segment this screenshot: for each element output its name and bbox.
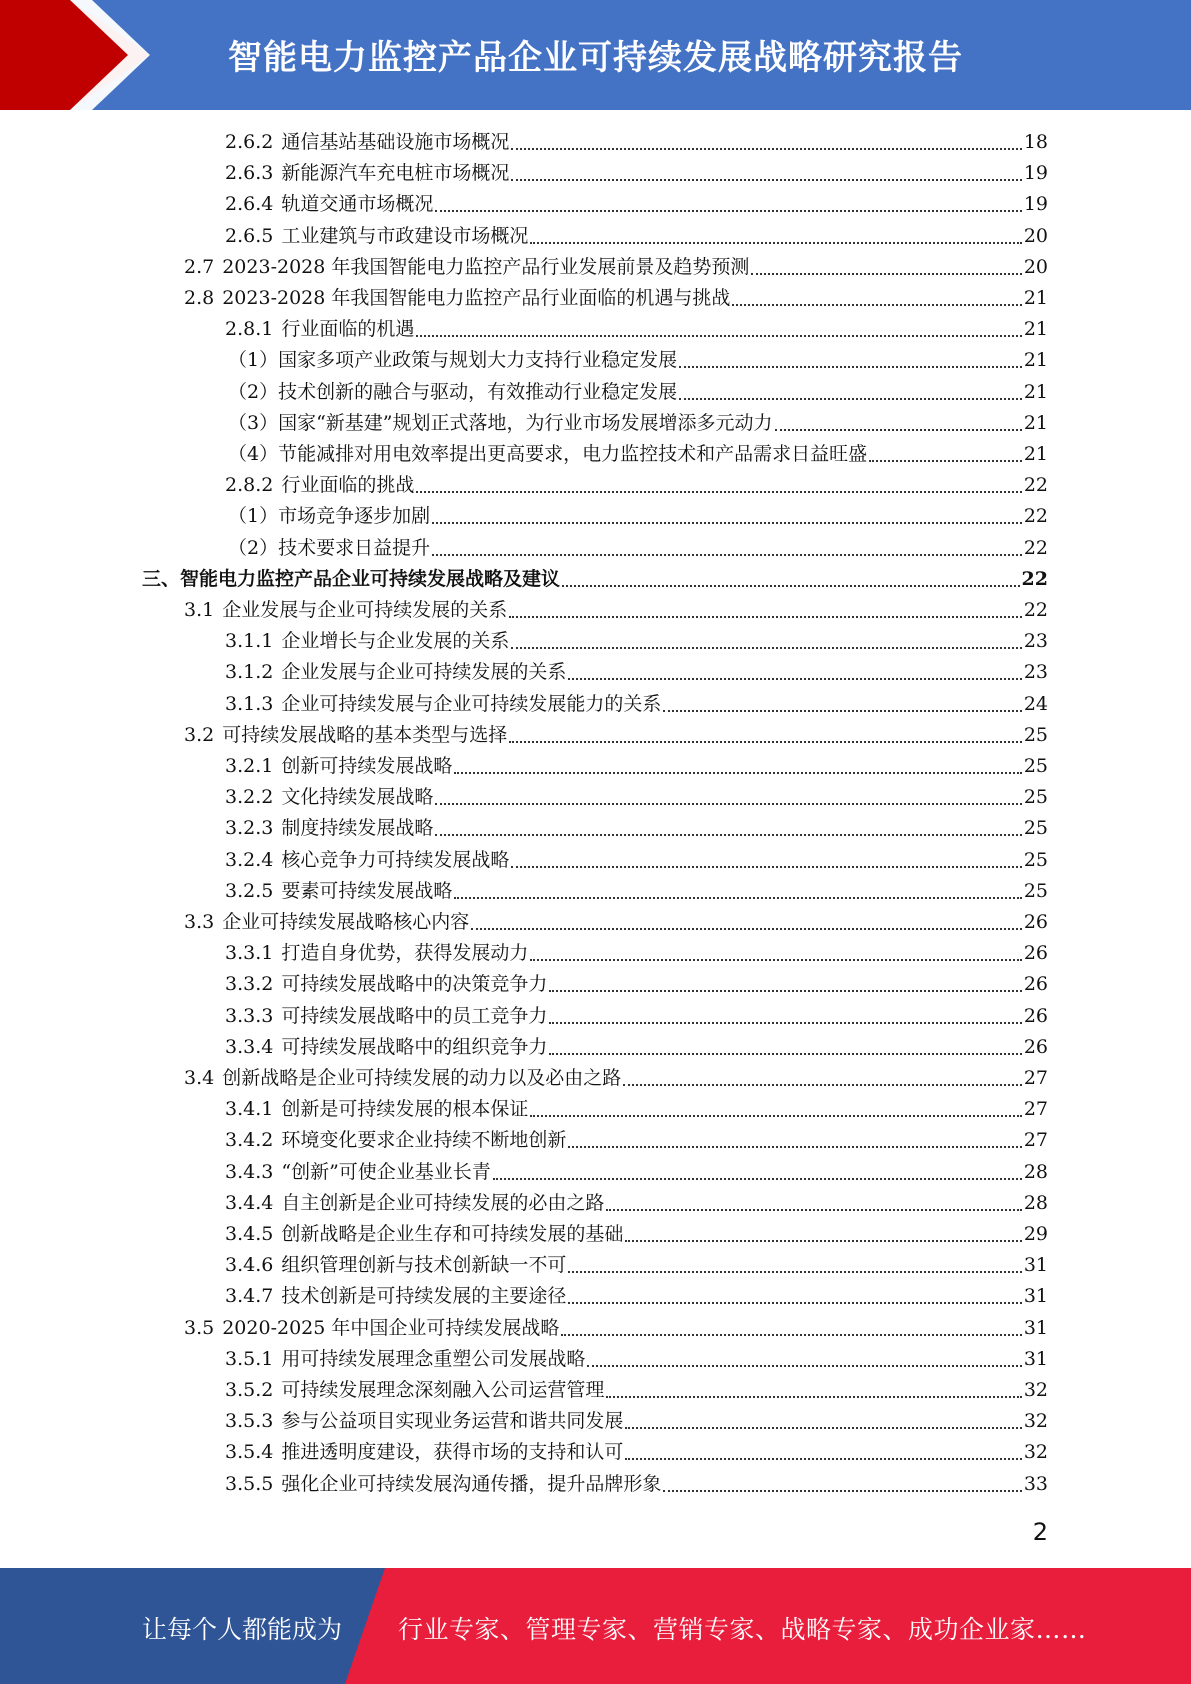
toc-leader-dots	[561, 1334, 1021, 1336]
toc-entry-title: 创新是可持续发展的根本保证	[281, 1098, 529, 1121]
toc-entry-page: 26	[1023, 911, 1048, 933]
toc-entry[interactable]	[225, 470, 1048, 501]
report-title: 智能电力监控产品企业可持续发展战略研究报告	[228, 38, 963, 78]
toc-entry-page: 27	[1023, 1098, 1048, 1121]
toc-entry-number: 3.4.3	[225, 1160, 274, 1183]
toc-entry-page: 22	[1023, 599, 1048, 621]
toc-entry-number: 3.3.4	[225, 1035, 274, 1058]
toc-entry-page: 21	[1023, 380, 1048, 403]
toc-entry-page: 28	[1023, 1191, 1048, 1214]
toc-entry-title: 企业增长与企业发展的关系	[281, 630, 510, 653]
toc-entry-number: 3.3.2	[225, 973, 274, 996]
toc-entry-title: 企业可持续发展与企业可持续发展能力的关系	[281, 692, 662, 715]
toc-entry-number: 3.3.3	[225, 1004, 274, 1027]
toc-leader-dots	[625, 1427, 1021, 1429]
toc-leader-dots	[549, 1053, 1021, 1055]
toc-entry[interactable]	[225, 782, 1048, 813]
toc-entry[interactable]	[184, 252, 1048, 283]
toc-entry-title: 技术创新是可持续发展的主要途径	[281, 1285, 567, 1308]
toc-entry-page: 26	[1023, 942, 1048, 965]
toc-entry-page: 21	[1023, 318, 1048, 341]
toc-leader-dots	[623, 1084, 1022, 1086]
toc-entry[interactable]	[225, 221, 1048, 252]
toc-entry-number: 3.4.5	[225, 1223, 274, 1245]
toc-entry-title: 创新战略是企业可持续发展的动力以及必由之路	[222, 1067, 622, 1089]
toc-entry-number: （2）	[228, 380, 279, 403]
toc-leader-dots	[454, 772, 1021, 774]
toc-entry-number: （1）	[228, 349, 279, 372]
toc-leader-dots	[679, 366, 1022, 368]
toc-entry-page: 27	[1023, 1129, 1048, 1152]
toc-entry-title: 企业发展与企业可持续发展的关系	[281, 661, 567, 684]
toc-entry[interactable]	[228, 408, 1048, 439]
toc-entry-number: 2.8.1	[225, 318, 274, 341]
toc-entry-page: 25	[1023, 723, 1048, 746]
toc-entry-title: 2023-2028 年我国智能电力监控产品行业面临的机遇与挑战	[222, 287, 731, 309]
toc-leader-dots	[775, 429, 1022, 431]
toc-entry-number: 3.2	[184, 723, 215, 746]
toc-entry-number: 3.4.1	[225, 1098, 274, 1121]
toc-entry-title: 2020-2025 年中国企业可持续发展战略	[222, 1316, 560, 1339]
toc-leader-dots	[606, 1396, 1021, 1398]
toc-entry[interactable]	[225, 1469, 1048, 1500]
toc-entry-page: 20	[1023, 255, 1048, 278]
toc-entry[interactable]	[184, 720, 1048, 751]
toc-leader-dots	[511, 179, 1021, 181]
toc-entry[interactable]	[184, 595, 1048, 626]
toc-entry-number: （2）	[228, 536, 279, 559]
toc-entry-number: 3.4.2	[225, 1129, 274, 1152]
footer-slogan-left: 让每个人都能成为	[142, 1615, 343, 1644]
toc-entry[interactable]	[225, 626, 1048, 657]
toc-entry[interactable]	[225, 657, 1048, 688]
toc-entry-title: 要素可持续发展战略	[281, 879, 453, 902]
toc-entry-number: 3.5.3	[225, 1410, 274, 1433]
toc-entry-title: 可持续发展战略中的决策竞争力	[281, 973, 548, 996]
toc-entry-number: （3）	[228, 411, 279, 434]
toc-entry[interactable]	[225, 1188, 1048, 1219]
toc-entry-title: 文化持续发展战略	[281, 786, 434, 809]
page-number: 2	[1032, 1518, 1048, 1546]
toc-entry-number: 2.6.2	[225, 131, 274, 153]
toc-entry-page: 21	[1023, 349, 1048, 372]
toc-entry-title: “创新”可使企业基业长青	[281, 1160, 491, 1183]
toc-leader-dots	[432, 522, 1022, 524]
toc-entry-number: 3.4.7	[225, 1285, 274, 1308]
toc-entry-page: 22	[1023, 505, 1048, 528]
toc-entry[interactable]	[225, 1157, 1048, 1188]
toc-entry-page: 32	[1023, 1410, 1048, 1433]
toc-leader-dots	[435, 210, 1021, 212]
toc-entry-number: 3.2.5	[225, 879, 274, 902]
toc-entry-title: 可持续发展理念深刻融入公司运营管理	[281, 1379, 605, 1401]
toc-entry-title: 企业发展与企业可持续发展的关系	[222, 599, 508, 621]
toc-entry-number: （4）	[228, 443, 279, 465]
toc-entry-title: 技术创新的融合与驱动，有效推动行业稳定发展	[278, 380, 678, 403]
toc-leader-dots	[625, 1240, 1021, 1242]
toc-entry-page: 27	[1023, 1067, 1048, 1089]
toc-leader-dots	[562, 585, 1020, 587]
toc-entry-page: 31	[1023, 1347, 1048, 1370]
toc-entry-title: 智能电力监控产品企业可持续发展战略及建议	[180, 567, 561, 590]
toc-entry-number: 3.2.3	[225, 817, 274, 840]
toc-entry-title: 技术要求日益提升	[278, 536, 431, 559]
toc-leader-dots	[471, 928, 1022, 930]
toc-entry-number: 3.5.2	[225, 1379, 274, 1401]
toc-entry-page: 19	[1023, 193, 1048, 216]
toc-entry-page: 25	[1023, 786, 1048, 809]
toc-entry-number: 3.4.4	[225, 1191, 274, 1214]
toc-entry[interactable]	[225, 1281, 1048, 1312]
toc-entry[interactable]	[225, 1032, 1048, 1063]
toc-entry-number: 3.5.1	[225, 1347, 274, 1370]
toc-leader-dots	[435, 834, 1021, 836]
toc-entry-number: 2.7	[184, 255, 215, 278]
toc-leader-dots	[606, 1209, 1021, 1211]
toc-entry-number: 2.8.2	[225, 474, 274, 497]
toc-entry-title: 市场竞争逐步加剧	[278, 505, 431, 528]
toc-entry-title: 强化企业可持续发展沟通传播，提升品牌形象	[281, 1472, 662, 1495]
toc-entry[interactable]	[225, 314, 1048, 345]
toc-entry[interactable]	[184, 1313, 1048, 1344]
toc-entry-title: 国家多项产业政策与规划大力支持行业稳定发展	[278, 349, 678, 372]
toc-entry-number: 3.5.4	[225, 1441, 274, 1464]
toc-leader-dots	[549, 990, 1021, 992]
toc-entry-title: 行业面临的挑战	[281, 474, 415, 497]
page-header	[0, 0, 1191, 110]
toc-leader-dots	[511, 148, 1021, 150]
toc-leader-dots	[679, 398, 1022, 400]
toc-entry-page: 33	[1023, 1472, 1048, 1495]
toc-entry-title: 参与公益项目实现业务运营和谐共同发展	[281, 1410, 624, 1433]
toc-entry[interactable]	[225, 751, 1048, 782]
toc-entry-page: 26	[1023, 1035, 1048, 1058]
toc-leader-dots	[751, 273, 1021, 275]
toc-leader-dots	[530, 959, 1021, 961]
toc-entry-number: 3.2.2	[225, 786, 274, 809]
toc-entry[interactable]	[184, 283, 1048, 314]
toc-entry-title: 可持续发展战略中的员工竞争力	[281, 1004, 548, 1027]
toc-entry-title: 创新战略是企业生存和可持续发展的基础	[281, 1223, 624, 1245]
toc-entry[interactable]	[184, 907, 1048, 938]
toc-entry[interactable]	[225, 845, 1048, 876]
toc-entry-title: 行业面临的机遇	[281, 318, 415, 341]
footer-slogan-right: 行业专家、管理专家、营销专家、战略专家、成功企业家……	[398, 1615, 1087, 1644]
toc-leader-dots	[549, 1022, 1021, 1024]
toc-leader-dots	[625, 1458, 1021, 1460]
toc-entry-page: 25	[1023, 817, 1048, 840]
toc-entry[interactable]	[225, 1406, 1048, 1437]
toc-leader-dots	[663, 710, 1021, 712]
toc-entry-page: 31	[1023, 1254, 1048, 1277]
toc-entry-number: 2.6.3	[225, 162, 274, 185]
toc-entry-title: 新能源汽车充电桩市场概况	[281, 162, 510, 185]
toc-leader-dots	[432, 554, 1022, 556]
toc-entry[interactable]	[225, 689, 1048, 720]
toc-entry-number: 2.6.5	[225, 224, 274, 247]
toc-entry-title: 制度持续发展战略	[281, 817, 434, 840]
toc-leader-dots	[568, 1302, 1021, 1304]
toc-entry[interactable]	[225, 813, 1048, 844]
toc-entry-page: 21	[1023, 411, 1048, 434]
toc-entry-page: 25	[1023, 755, 1048, 777]
toc-entry[interactable]	[225, 1437, 1048, 1468]
toc-leader-dots	[416, 491, 1021, 493]
toc-entry[interactable]	[184, 1063, 1048, 1094]
toc-entry-number: 3.1	[184, 599, 215, 621]
toc-entry[interactable]	[225, 1375, 1048, 1406]
toc-entry-title: 组织管理创新与技术创新缺一不可	[281, 1254, 567, 1277]
toc-entry[interactable]	[228, 377, 1048, 408]
toc-leader-dots	[435, 803, 1021, 805]
toc-entry-title: 打造自身优势，获得发展动力	[281, 942, 529, 965]
toc-entry-title: 可持续发展战略的基本类型与选择	[222, 723, 508, 746]
toc-leader-dots	[568, 1271, 1021, 1273]
toc-entry-title: 国家“新基建”规划正式落地，为行业市场发展增添多元动力	[278, 411, 773, 434]
toc-entry-number: 3.1.2	[225, 661, 274, 684]
toc-entry[interactable]	[228, 345, 1048, 376]
toc-entry-page: 18	[1023, 131, 1048, 153]
toc-entry[interactable]	[142, 564, 1048, 595]
toc-leader-dots	[530, 1115, 1021, 1117]
toc-entry-page: 21	[1023, 287, 1048, 309]
toc-entry[interactable]	[228, 439, 1048, 470]
toc-entry-number: 3.3.1	[225, 942, 274, 965]
toc-entry-title: 环境变化要求企业持续不断地创新	[281, 1129, 567, 1152]
toc-entry-title: 工业建筑与市政建设市场概况	[281, 224, 529, 247]
toc-leader-dots	[493, 1178, 1022, 1180]
toc-entry-title: 核心竞争力可持续发展战略	[281, 848, 510, 871]
toc-entry-number: 3.1.1	[225, 630, 274, 653]
toc-entry-title: 自主创新是企业可持续发展的必由之路	[281, 1191, 605, 1214]
toc-entry-page: 20	[1023, 224, 1048, 247]
toc-entry-page: 29	[1023, 1223, 1048, 1245]
toc-entry-title: 通信基站基础设施市场概况	[281, 131, 510, 153]
toc-entry-title: 企业可持续发展战略核心内容	[222, 911, 470, 933]
toc-entry[interactable]	[225, 1344, 1048, 1375]
toc-entry-page: 22	[1023, 536, 1048, 559]
toc-entry-number: 3.1.3	[225, 692, 274, 715]
toc-entry[interactable]	[225, 876, 1048, 907]
toc-leader-dots	[587, 1365, 1021, 1367]
toc-entry-page: 32	[1023, 1441, 1048, 1464]
toc-entry-number: 3.5	[184, 1316, 215, 1339]
toc-entry-page: 26	[1023, 1004, 1048, 1027]
page-footer	[0, 1568, 1191, 1684]
toc-leader-dots	[511, 866, 1021, 868]
toc-entry-number: 3.4	[184, 1067, 215, 1089]
toc-entry-number: 2.8	[184, 287, 215, 309]
toc-entry[interactable]	[225, 938, 1048, 969]
toc-entry-number: 3.2.1	[225, 755, 274, 777]
toc-entry-title: 推进透明度建设，获得市场的支持和认可	[281, 1441, 624, 1464]
toc-entry[interactable]	[225, 1250, 1048, 1281]
toc-entry-number: 三、	[142, 567, 181, 590]
toc-entry[interactable]	[225, 1001, 1048, 1032]
toc-entry-page: 24	[1023, 692, 1048, 715]
toc-leader-dots	[416, 335, 1021, 337]
toc-leader-dots	[568, 678, 1021, 680]
toc-entry-page: 21	[1023, 443, 1048, 465]
toc-entry-page: 23	[1023, 661, 1048, 684]
toc-entry-title: 轨道交通市场概况	[281, 193, 434, 216]
toc-leader-dots	[732, 304, 1021, 306]
toc-leader-dots	[509, 741, 1022, 743]
toc-entry-page: 31	[1023, 1316, 1048, 1339]
toc-entry-page: 22	[1023, 474, 1048, 497]
toc-entry[interactable]	[225, 127, 1048, 158]
toc-entry-title: 创新可持续发展战略	[281, 755, 453, 777]
toc-entry[interactable]	[225, 1219, 1048, 1250]
toc-entry-title: 节能减排对用电效率提出更高要求，电力监控技术和产品需求日益旺盛	[278, 443, 868, 465]
toc-entry[interactable]	[225, 189, 1048, 220]
toc-entry-number: （1）	[228, 505, 279, 528]
toc-entry-page: 28	[1023, 1160, 1048, 1183]
toc-entry[interactable]	[225, 1094, 1048, 1125]
toc-entry-title: 可持续发展战略中的组织竞争力	[281, 1035, 548, 1058]
toc-leader-dots	[454, 897, 1021, 899]
toc-entry-page: 31	[1023, 1285, 1048, 1308]
toc-entry-page: 19	[1023, 162, 1048, 185]
toc-entry[interactable]	[225, 1125, 1048, 1156]
toc-entry-number: 2.6.4	[225, 193, 274, 216]
toc-entry-page: 32	[1023, 1379, 1048, 1401]
toc-entry-number: 3.4.6	[225, 1254, 274, 1277]
toc-leader-dots	[663, 1490, 1021, 1492]
toc-entry-title: 2023-2028 年我国智能电力监控产品行业发展前景及趋势预测	[222, 255, 750, 278]
toc-entry-page: 26	[1023, 973, 1048, 996]
toc-entry-page: 25	[1023, 879, 1048, 902]
toc-entry-page: 23	[1023, 630, 1048, 653]
toc-leader-dots	[869, 460, 1022, 462]
toc-entry[interactable]	[228, 533, 1048, 564]
toc-leader-dots	[509, 616, 1022, 618]
toc-leader-dots	[511, 647, 1021, 649]
toc-leader-dots	[568, 1146, 1021, 1148]
toc-entry[interactable]	[228, 501, 1048, 532]
toc-entry-number: 3.5.5	[225, 1472, 274, 1495]
toc-entry[interactable]	[225, 158, 1048, 189]
toc-entry-page: 25	[1023, 848, 1048, 871]
toc-entry-page: 22	[1021, 567, 1048, 590]
toc-entry-number: 3.3	[184, 911, 215, 933]
toc-entry[interactable]	[225, 969, 1048, 1000]
toc-entry-number: 3.2.4	[225, 848, 274, 871]
toc-entry-title: 用可持续发展理念重塑公司发展战略	[281, 1347, 586, 1370]
toc-leader-dots	[530, 242, 1021, 244]
